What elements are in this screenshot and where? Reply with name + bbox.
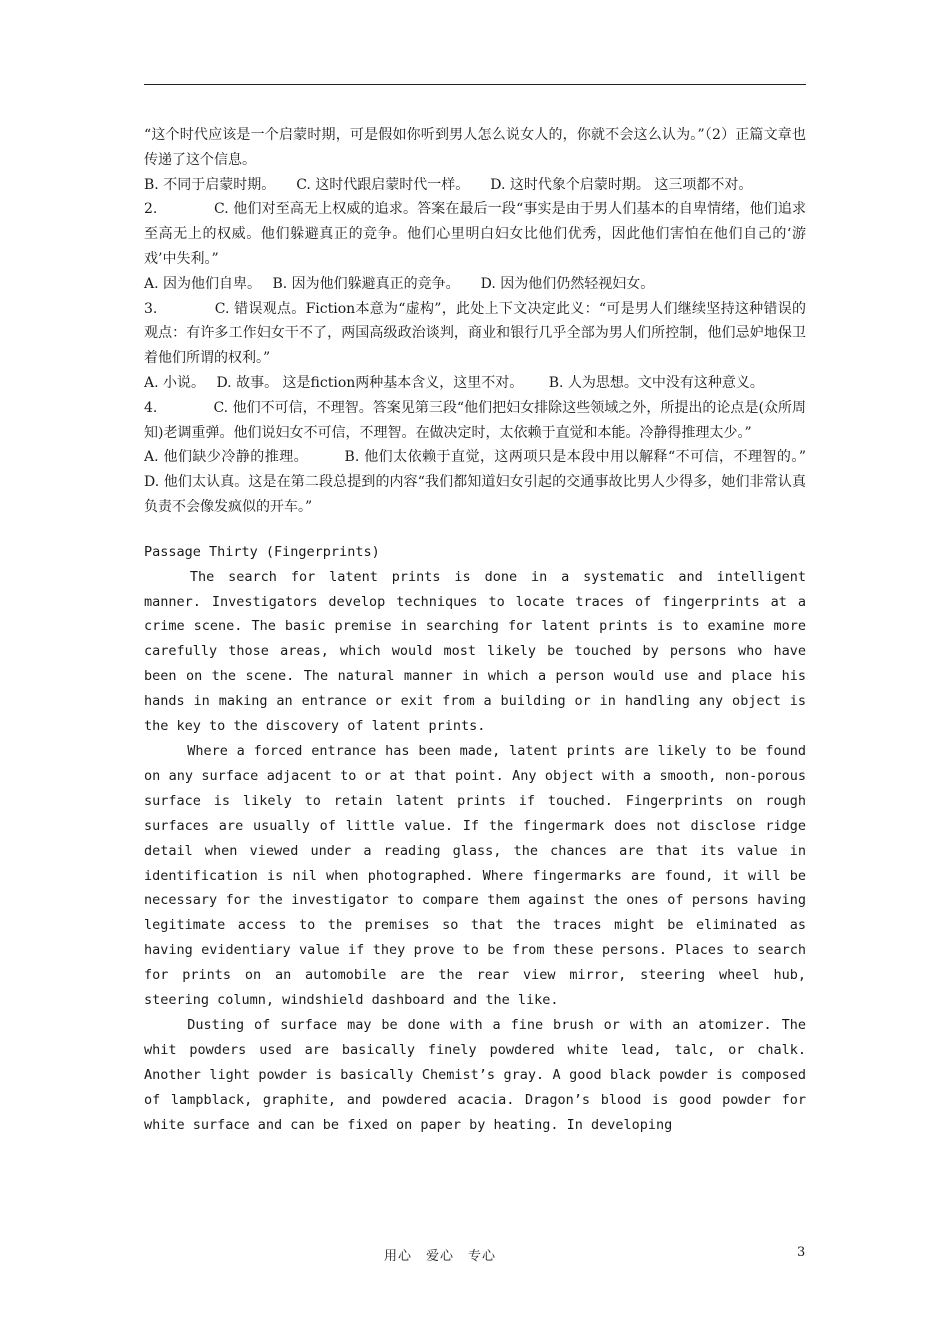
answer-paragraph: “这个时代应该是一个启蒙时期，可是假如你听到男人怎么说女人的，你就不会这么认为。”（2）正篇文章也传递了这个信息。 bbox=[144, 127, 806, 168]
page-number: 3 bbox=[797, 1245, 806, 1260]
passage-paragraph: Where a forced entrance has been made, latent prints are likely to be found on any surface adjacent to or at that point. Any object with a smooth, non-porous surface is likely to retain latent prints if touched. Fingerprints on rough surfaces are usually of little value. If the fingermark does not disclose ridge detail when viewed under a reading glass, the chances are that its value in identification is nil when photographed. Where fingermarks are found, it will be necessary for the investigator to compare them against the ones of persons having legitimate access to the premises so that the traces might be eliminated as having evidentiary value if they prove to be from these persons. Places to search for prints on an automobile are the rear view mirror, steering wheel hub, steering column, windshield dashboard and the like. bbox=[144, 743, 806, 1009]
answer-paragraph: A. 小说。 D. 故事。 这是fiction两种基本含义，这里不对。 B. 人为思想。文中没有这种意义。 bbox=[144, 374, 764, 391]
passage-paragraph: The search for latent prints is done in a systematic and intelligent manner. Investigators develop techniques to locate traces of fingerprints at a crime scene. The basic premise in searching for latent prints is to examine more carefully those areas, which would most likely be touched by persons who have been on the scene. The natural manner in which a person would use and place his hands in making an entrance or exit from a building or in handling any object is the key to the discovery of latent prints. bbox=[144, 568, 806, 735]
header-rule bbox=[144, 84, 806, 85]
passage-paragraph: Dusting of surface may be done with a fine brush or with an atomizer. The whit powders used are basically finely powdered white lead, talc, or chalk. Another light powder is basically Chemist’s gray. A good black powder is composed of lampblack, graphite, and powdered acacia. Dragon’s blood is good powder for white surface and can be fixed on paper by heating. In developing bbox=[144, 1016, 806, 1133]
answer-paragraph: 3. C. 错误观点。Fiction本意为“虚构”，此处上下文决定此义：“可是男人们继续坚持这种错误的观点：有许多工作妇女干不了，两国高级政治谈判，商业和银行几乎全部为男人们所控制，他们忌妒地保卫着他们所谓的权利。” bbox=[144, 300, 806, 367]
answer-paragraph: 4. C. 他们不可信，不理智。答案见第三段“他们把妇女排除这些领域之外，所提出的论点是(众所周知)老调重弹。他们说妇女不可信，不理智。在做决定时，太依赖于直觉和本能。冷静得推理太少。” bbox=[144, 399, 806, 441]
answer-paragraph: A. 因为他们自卑。 B. 因为他们躲避真正的竞争。 D. 因为他们仍然轻视妇女。 bbox=[144, 275, 655, 292]
answer-paragraph: B. 不同于启蒙时期。 C. 这时代跟启蒙时代一样。 D. 这时代象个启蒙时期。 这三项都不对。 bbox=[144, 176, 753, 193]
passage-title: Passage Thirty (Fingerprints) bbox=[144, 543, 380, 560]
section-gap bbox=[144, 520, 806, 540]
footer-motto: 用心 爱心 专心 bbox=[384, 1249, 497, 1264]
answer-paragraph: A. 他们缺少冷静的推理。 B. 他们太依赖于直觉，这两项只是本段中用以解释“不可信，不理智的。” D. 他们太认真。这是在第二段总提到的内容“我们都知道妇女引起的交通事故比男人少得多，她们非常认真负责不会像发疯似的开车。” bbox=[144, 449, 862, 515]
answer-paragraph: 2. C. 他们对至高无上权威的追求。答案在最后一段“事实是由于男人们基本的自卑情绪，他们追求至高无上的权威。他们躲避真正的竞争。他们心里明白妇女比他们优秀，因此他们害怕在他们自己的‘游戏’中失利。” bbox=[144, 201, 806, 267]
page-content bbox=[144, 123, 862, 1138]
